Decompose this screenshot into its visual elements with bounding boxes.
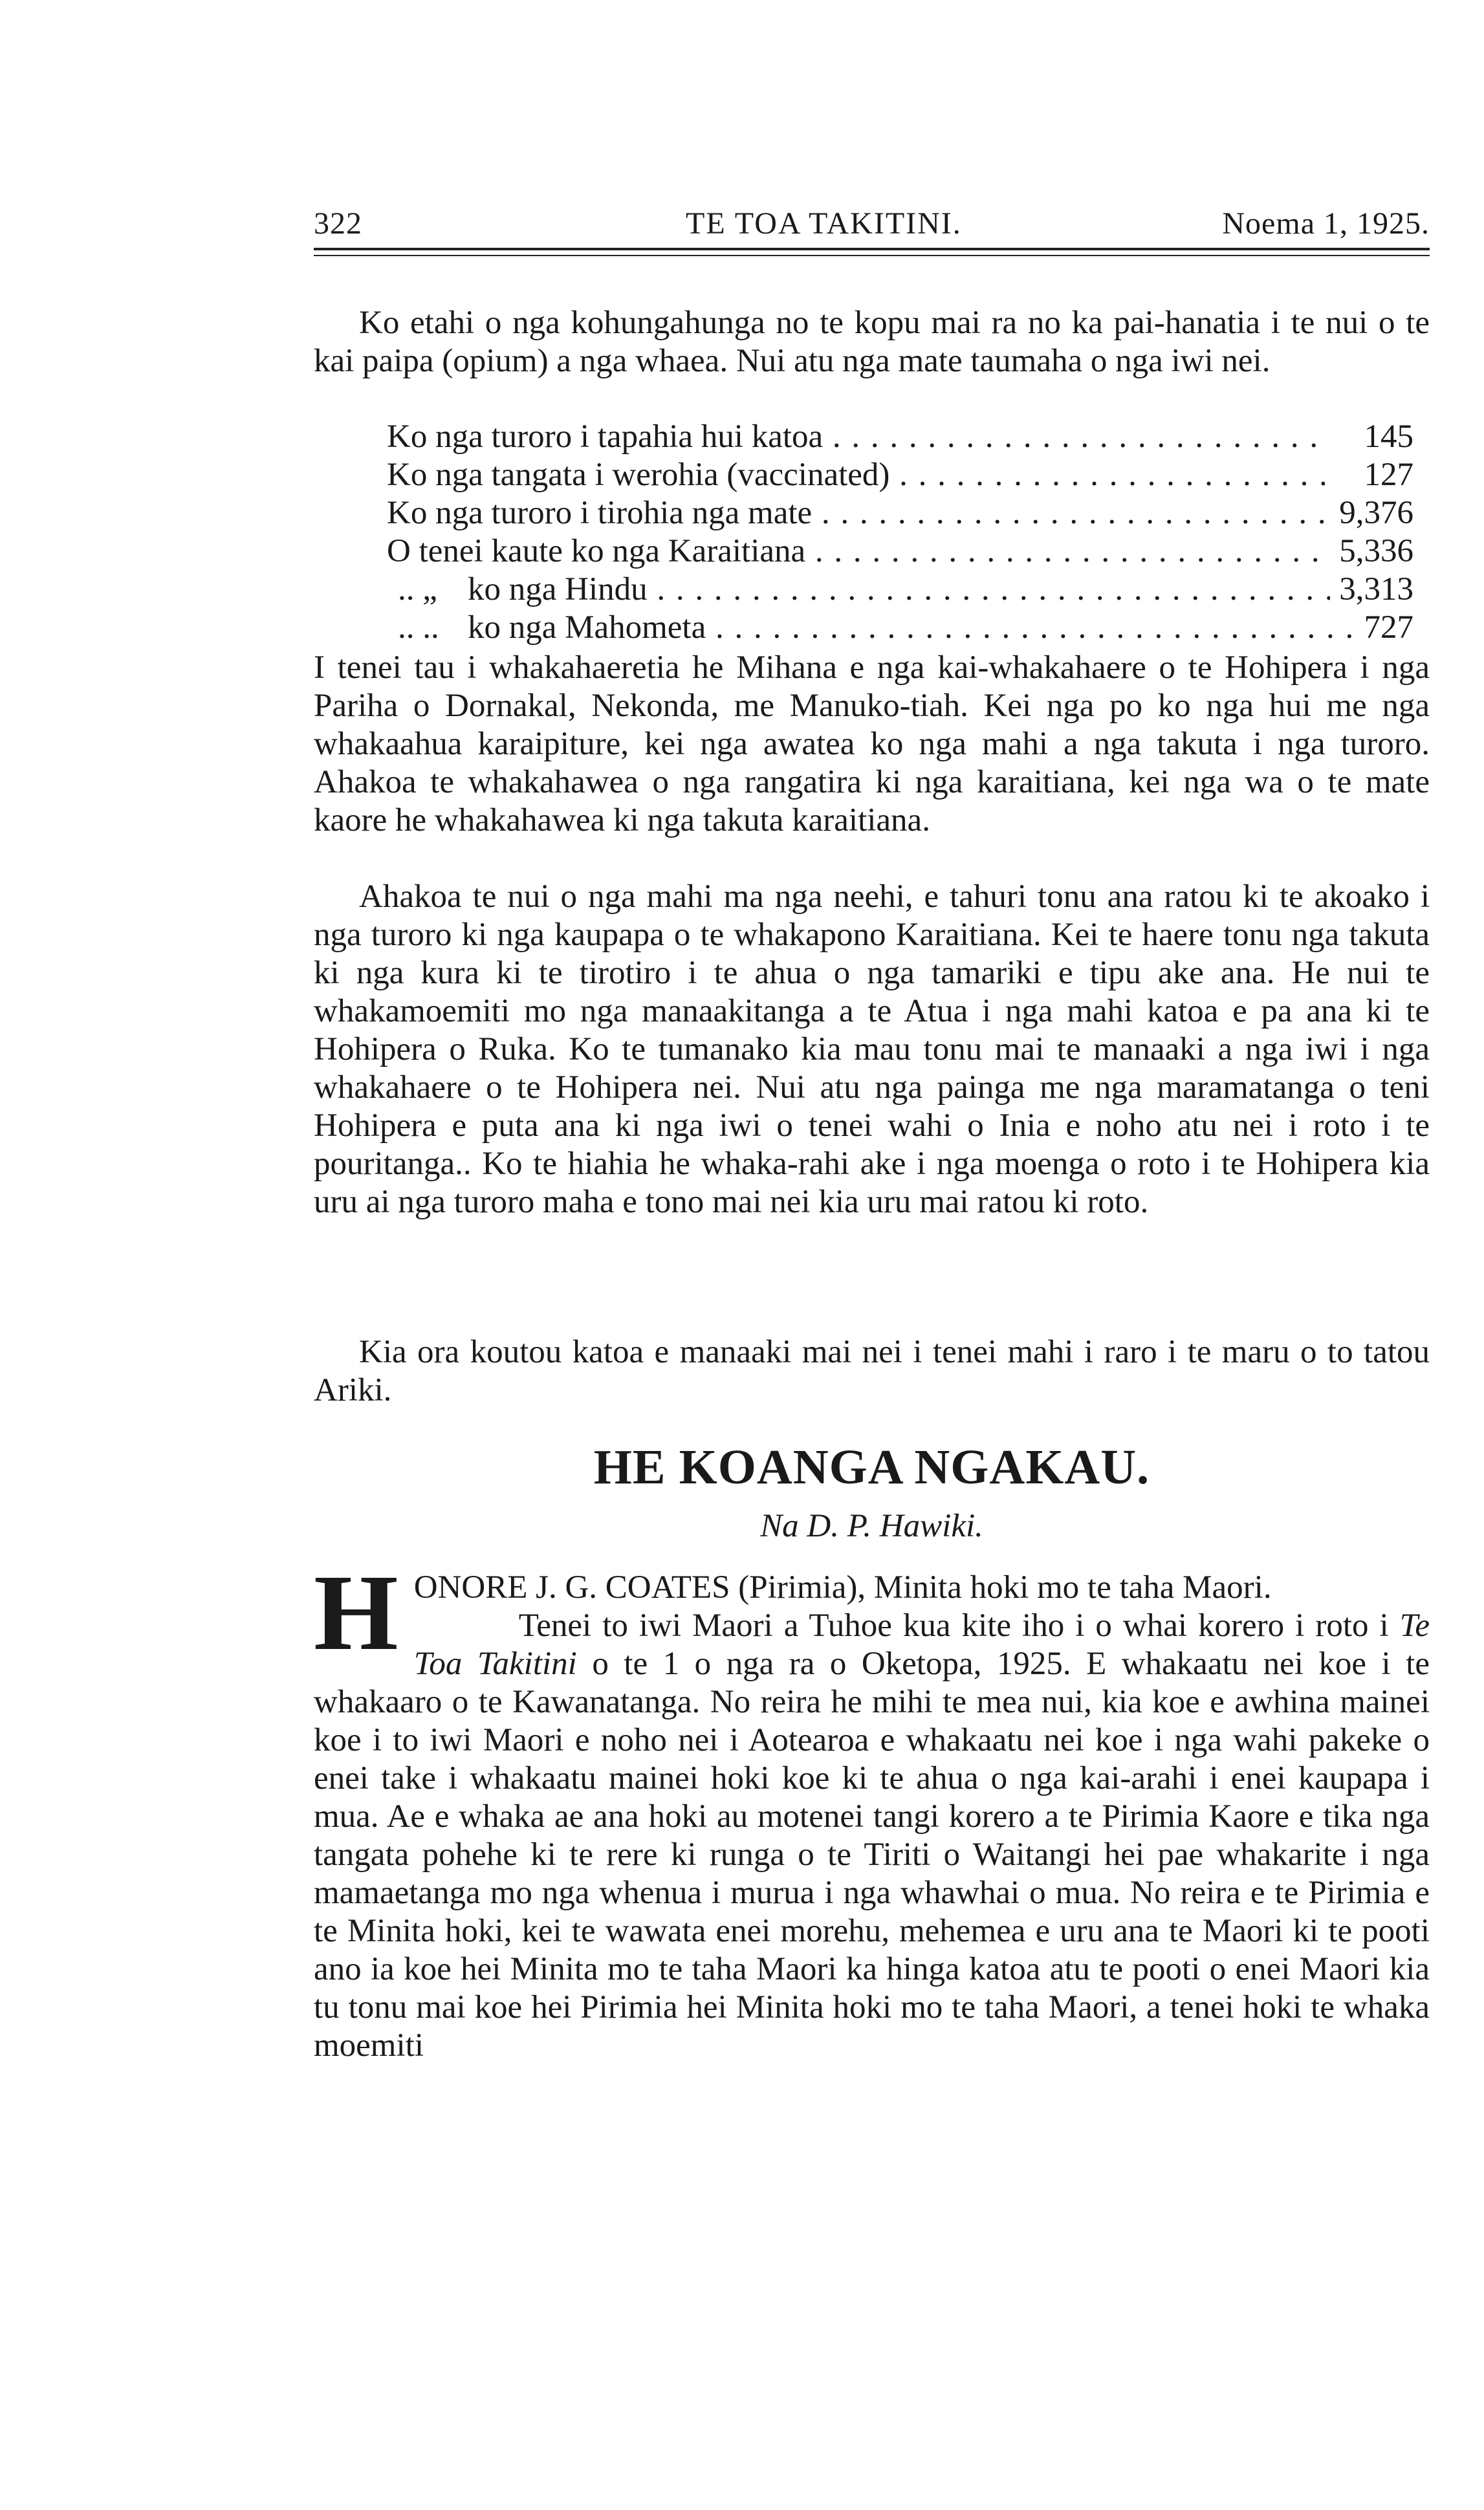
stat-value: 9,376 — [1330, 494, 1413, 532]
stat-value: 3,313 — [1330, 571, 1413, 609]
stat-row — [314, 494, 1430, 532]
publication-name: Te Toa Takitini — [413, 1608, 1430, 1682]
stat-row — [314, 418, 1430, 456]
stat-row — [314, 532, 1430, 571]
stat-row — [314, 609, 1430, 647]
article-byline: Na D. P. Hawiki. — [760, 1508, 983, 1544]
issue-date: Noema 1, 1925. — [1222, 206, 1430, 241]
article-text — [314, 1607, 1430, 2065]
intro-text: Ko etahi o nga kohungahunga no te kopu mai ra no ka pai-hanatia i te nui o te kai paipa (opium) a nga whaea. Nui atu nga mate taumaha o nga iwi nei. — [314, 305, 1430, 379]
body-paragraph — [314, 649, 1430, 840]
header-rule-thick — [314, 248, 1430, 250]
article-text-rest: o te 1 o nga ra o Oketopa, 1925. E whakaatu nei koe i te whakaaro o te Kawanatanga. No reira he mihi te mea nui, kia koe e awhina mainei koe i to iwi Maori e noho nei i Aotearoa e whakaatu nei koe i nga wahi pakeke o enei take i whakaatu mainei hoki koe ki te ahua o nga kai-arahi i enei kaupapa i mua. Ae e whaka ae ana hoki au motenei tangi korero a te Pirimia Kaore e tika nga tangata pohehe ki te rere ki runga o te Tiriti o Waitangi hei pae whakarite i nga mamaetanga mo nga whenua i murua i nga whawhai o mua. No reira e te Pirimia e te Minita hoki, kei te wawata enei morehu, mehemea e uru ana te Maori ki te pooti ano ia koe hei Minita mo te taha Maori ka hinga katoa atu te pooti o enei Maori kia tu tonu mai koe hei Pirimia hei Minita hoki mo te taha Maori, a tenei hoki te whaka moemiti — [314, 1646, 1430, 2064]
publication-title: TE TOA TAKITINI. — [686, 206, 962, 241]
stat-label: O tenei kaute ko nga Karaitiana . . . — [387, 532, 1325, 571]
paragraph-text: Kia ora koutou katoa e manaaki mai nei i tenei mahi i raro i te maru o to tatou Ariki. — [314, 1334, 1430, 1408]
drop-cap: H — [314, 1553, 398, 1673]
stat-value: 145 — [1355, 418, 1414, 456]
article-body — [314, 1553, 1430, 2065]
article-text-start: Tenei to iwi Maori a Tuhoe kua kite iho i o whai korero i roto i — [518, 1608, 1400, 1644]
header-rule-thin — [314, 255, 1430, 256]
intro-paragraph — [314, 304, 1430, 380]
stat-label: Ko nga turoro i tirohia nga mate . . . — [387, 494, 1325, 532]
stat-row — [314, 456, 1430, 494]
stat-label: ko nga Hindu . . . — [468, 571, 1406, 609]
stat-value: 727 — [1355, 609, 1414, 647]
page-number: 322 — [314, 206, 362, 241]
stat-label: Ko nga tangata i werohia (vaccinated) . . . — [387, 456, 1325, 494]
body-paragraph — [314, 1333, 1430, 1410]
stat-label: Ko nga turoro i tapahia hui katoa . . . — [387, 418, 1325, 456]
body-paragraph — [314, 878, 1430, 1221]
stat-label: ko nga Mahometa . . . — [468, 609, 1406, 647]
ditto-marks: .. .. — [398, 609, 439, 646]
stat-row — [314, 571, 1430, 609]
paragraph-text: I tenei tau i whakahaeretia he Mihana e nga kai-whakahaere o te Hohipera i nga Pariha o Dornakal, Nekonda, me Manuko-tiah. Kei nga po ko nga hui me nga whakaahua karaipiture, kei nga awatea ko nga mahi a nga takuta i nga turoro. Ahakoa te whakahawea o nga rangatira ki nga karaitiana, kei nga wa o te mate kaore he whakahawea ki nga takuta karaitiana. — [314, 649, 1430, 838]
stat-value: 5,336 — [1330, 532, 1413, 571]
salutation: ONORE J. G. COATES (Pirimia), Minita hoki mo te taha Maori. — [413, 1569, 1272, 1606]
article-heading: HE KOANGA NGAKAU. — [593, 1440, 1150, 1494]
paragraph-text: Ahakoa te nui o nga mahi ma nga neehi, e tahuri tonu ana ratou ki te akoako i nga turoro ki nga kaupapa o te whakapono Karaitiana. Kei te haere tonu nga takuta ki nga kura ki te tirotiro i te ahua o nga tamariki e tipu ake ana. He nui te whakamoemiti mo nga manaakitanga a te Atua i nga mahi katoa e pa ana ki te Hohipera o Ruka. Ko te tumanako kia mau tonu mai te manaaki a nga iwi i nga whakahaere o te Hohipera nei. Nui atu nga painga me nga maramatanga o teni Hohipera e puta ana ki nga iwi o tenei wahi o Inia e noho atu nei i roto i te pouritanga.. Ko te hiahia he whaka-rahi ake i nga moenga o roto i te Hohipera kia uru ai nga turoro maha e tono mai nei kia uru mai ratou ki roto. — [314, 878, 1430, 1220]
stat-value: 127 — [1355, 456, 1414, 494]
statistics-list — [314, 418, 1430, 647]
ditto-marks: .. „ — [398, 571, 437, 607]
